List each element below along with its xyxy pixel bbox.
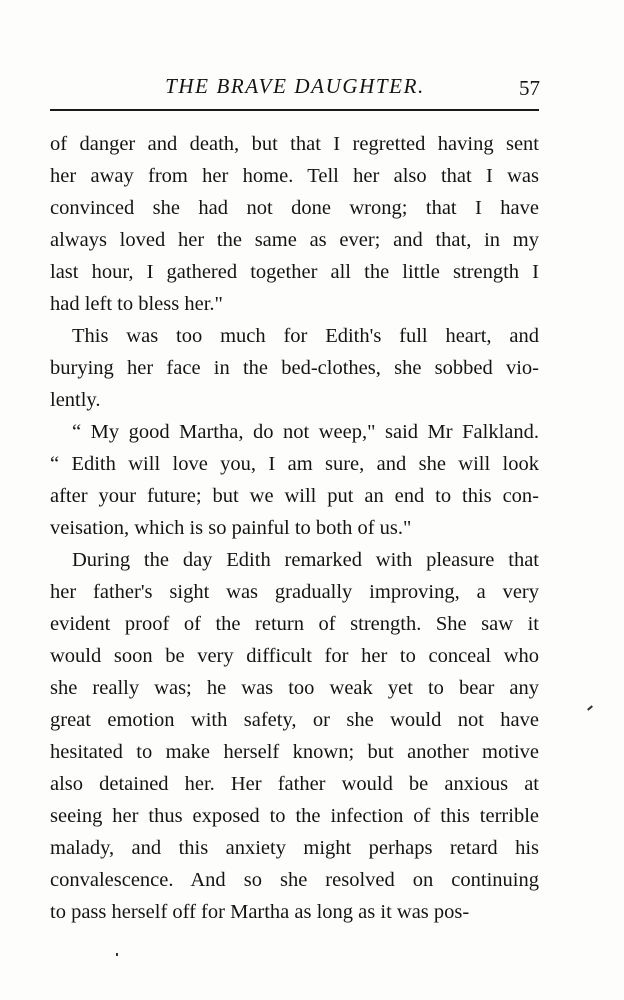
text-line: last hour, I gathered together all the little strength I xyxy=(50,261,539,283)
text-line: veisation, which is so painful to both of us." xyxy=(50,517,412,539)
text-line: During the day Edith remarked with pleasure that xyxy=(72,549,539,571)
text-line: malady, and this anxiety might perhaps retard his xyxy=(50,837,539,859)
text-line: evident proof of the return of strength. She saw it xyxy=(50,613,539,635)
text-line: great emotion with safety, or she would not have xyxy=(50,709,539,731)
text-line: her father's sight was gradually improving, a very xyxy=(50,581,539,603)
text-line: also detained her. Her father would be anxious at xyxy=(50,773,539,795)
body-text xyxy=(50,128,539,928)
text-line: would soon be very difficult for her to conceal who xyxy=(50,645,539,667)
print-speck xyxy=(587,705,593,710)
text-line: seeing her thus exposed to the infection of this terrible xyxy=(50,805,539,827)
text-line: lently. xyxy=(50,389,101,411)
text-line: hesitated to make herself known; but another motive xyxy=(50,741,539,763)
text-line: had left to bless her." xyxy=(50,293,223,315)
text-line: of danger and death, but that I regretted having sent xyxy=(50,133,539,155)
text-line: always loved her the same as ever; and that, in my xyxy=(50,229,539,251)
paragraph xyxy=(50,128,539,320)
text-line: her away from her home. Tell her also that I was xyxy=(50,165,539,187)
text-line: she really was; he was too weak yet to bear any xyxy=(50,677,539,699)
text-line: This was too much for Edith's full heart, and xyxy=(72,325,539,347)
running-title: THE BRAVE DAUGHTER. xyxy=(165,74,425,98)
text-line: “ My good Martha, do not weep," said Mr Falkland. xyxy=(72,421,539,443)
print-speck xyxy=(116,953,118,956)
header-rule xyxy=(50,109,539,111)
text-line: convalescence. And so she resolved on continuing xyxy=(50,869,539,891)
paragraph xyxy=(50,320,539,416)
paragraph xyxy=(50,544,539,928)
text-line: burying her face in the bed-clothes, she sobbed vio- xyxy=(50,357,539,379)
text-line: after your future; but we will put an end to this con- xyxy=(50,485,539,507)
page-number: 57 xyxy=(519,76,540,100)
running-head xyxy=(50,70,540,106)
paragraph xyxy=(50,416,539,544)
text-line: “ Edith will love you, I am sure, and she will look xyxy=(50,453,539,475)
text-line: to pass herself off for Martha as long as it was pos- xyxy=(50,901,470,923)
text-line: convinced she had not done wrong; that I have xyxy=(50,197,539,219)
